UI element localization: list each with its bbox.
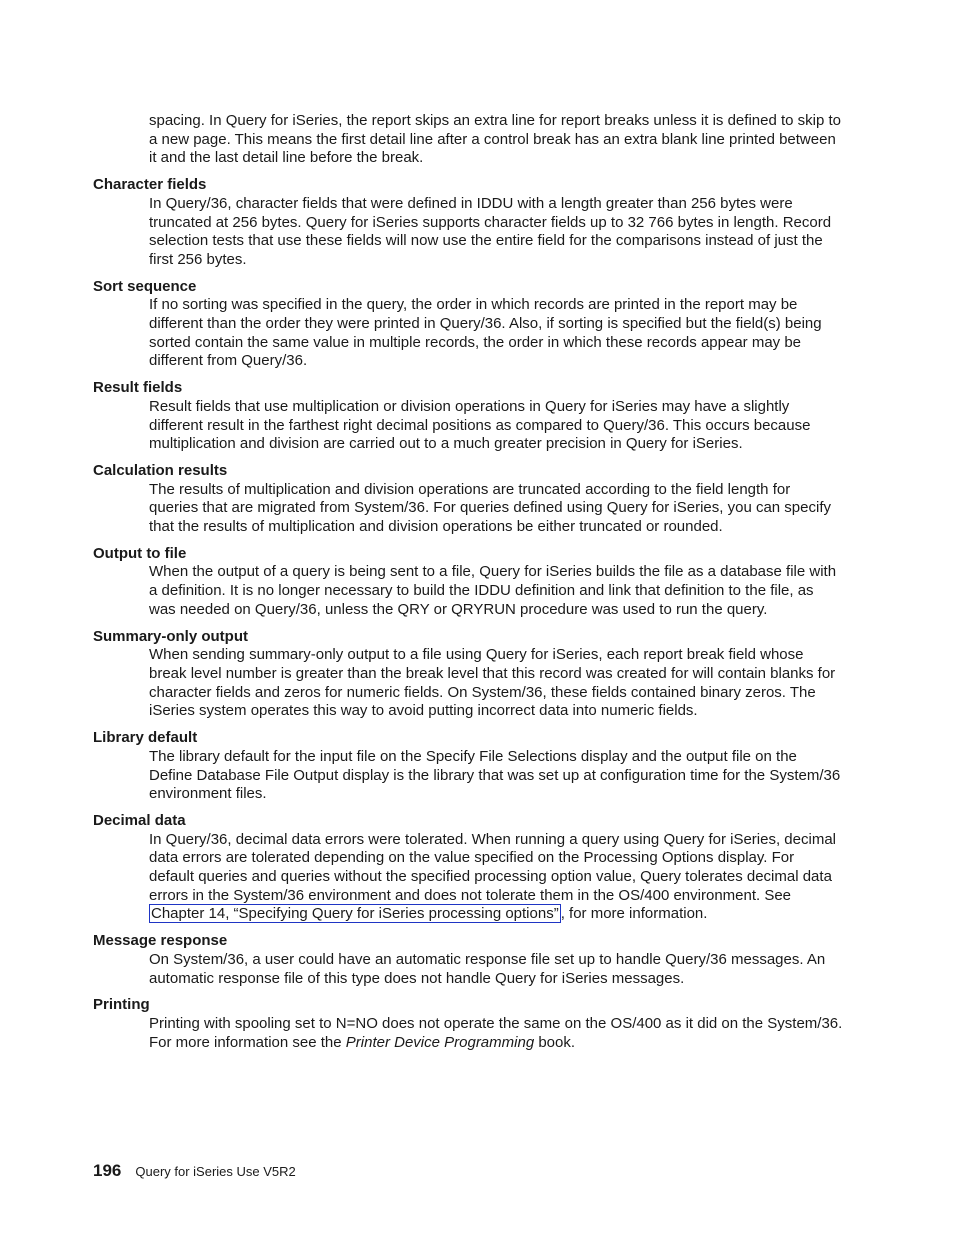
page-body [93, 97, 843, 1060]
intro-paragraph: spacing. In Query for iSeries, the report skips an extra line for report breaks unless it is defined to skip to a new page. This means the first detail line after a control break has an extra blank line printed between it and the last detail line before the break. [149, 112, 841, 167]
term-description: In Query/36, character fields that were defined in IDDU with a length greater than 256 bytes were truncated at 256 bytes. Query for iSeries supports character fields up to 32 766 bytes in length. Record selection tests that use these fields will now use the entire field for the comparisons instead of just the first 256 bytes. [149, 194, 832, 268]
term-entry [93, 462, 843, 537]
term-heading: Printing [93, 996, 150, 1014]
term-heading: Result fields [93, 379, 183, 397]
term-description [149, 1015, 843, 1052]
entry-message-response [93, 932, 843, 988]
description-text: book. [534, 1033, 576, 1051]
term-description: Result fields that use multiplication or division operations in Query for iSeries may have a slightly different result in the farthest right decimal positions as compared to Query/36. This occurs because multiplication and division are carried out to a much greater precision in Query for iSeries. [149, 397, 811, 453]
term-entry [93, 176, 843, 270]
term-list [93, 176, 843, 804]
description-text: Printing with spooling set to N=NO does not operate the same on the OS/400 as it did on the System/36. For more information see the [149, 1014, 843, 1051]
book-title-italic: Printer Device Programming [345, 1033, 535, 1051]
term-heading: Character fields [93, 176, 207, 194]
entry-printing [93, 996, 843, 1052]
term-entry [93, 729, 843, 804]
term-entry [93, 628, 843, 722]
page-number: 196 [93, 1161, 122, 1180]
term-heading: Decimal data [93, 811, 186, 829]
footer-book-title: Query for iSeries Use V5R2 [135, 1164, 296, 1179]
term-entry [93, 379, 843, 454]
page-footer [93, 1161, 296, 1182]
term-entry [93, 278, 843, 372]
chapter-14-link[interactable]: Chapter 14, “Specifying Query for iSeries processing options” [151, 905, 559, 923]
term-entry [93, 545, 843, 620]
term-heading: Output to file [93, 544, 187, 562]
term-description: The library default for the input file on the Specify File Selections display and the output file on the Define Database File Output display is the library that was set up at configuration time for the System/36 environment files. [149, 747, 841, 803]
term-heading: Summary-only output [93, 627, 249, 645]
entry-decimal-data [93, 812, 843, 924]
term-heading: Message response [93, 932, 228, 950]
term-description: If no sorting was specified in the query, the order in which records are printed in the report may be different than the order they were printed in Query/36. Also, if sorting is specified but the field(s) being sorted contain the same value in multiple records, the order in which these records appear may be different from Query/36. [149, 296, 822, 370]
term-description [149, 831, 843, 925]
term-description: On System/36, a user could have an automatic response file set up to handle Query/36 messages. An automatic response file of this type does not handle Query for iSeries messages. [149, 950, 826, 987]
term-heading: Library default [93, 729, 198, 747]
term-description: When the output of a query is being sent to a file, Query for iSeries builds the file as a database file with a definition. It is no longer necessary to build the IDDU definition and link that definition to the file, as was needed on Query/36, unless the QRY or QRYRUN procedure was used to run the query. [149, 563, 837, 618]
term-description: The results of multiplication and division operations are truncated according to the field length for queries that are migrated from System/36. For queries defined using Query for iSeries, you can specify that the results of multiplication and division operations be either truncated or rounded. [149, 480, 831, 536]
term-heading: Calculation results [93, 461, 228, 479]
term-description: When sending summary-only output to a file using Query for iSeries, each report break field whose break level number is greater than the break level that this record was created for will contain blanks for character fields and zeros for numeric fields. On System/36, these fields contained binary zeros. The iSeries system operates this way to avoid putting incorrect data into numeric fields. [149, 646, 836, 720]
term-heading: Sort sequence [93, 277, 197, 295]
description-text: , for more information. [560, 905, 708, 923]
description-text: In Query/36, decimal data errors were tolerated. When running a query using Query for iSeries, decimal data errors are tolerated depending on the value specified on the Processing Options display. For default queries and queries without the specified processing option value, Query tolerates decimal data errors in the System/36 environment and does not tolerate them in the OS/400 environment. See [149, 830, 836, 904]
